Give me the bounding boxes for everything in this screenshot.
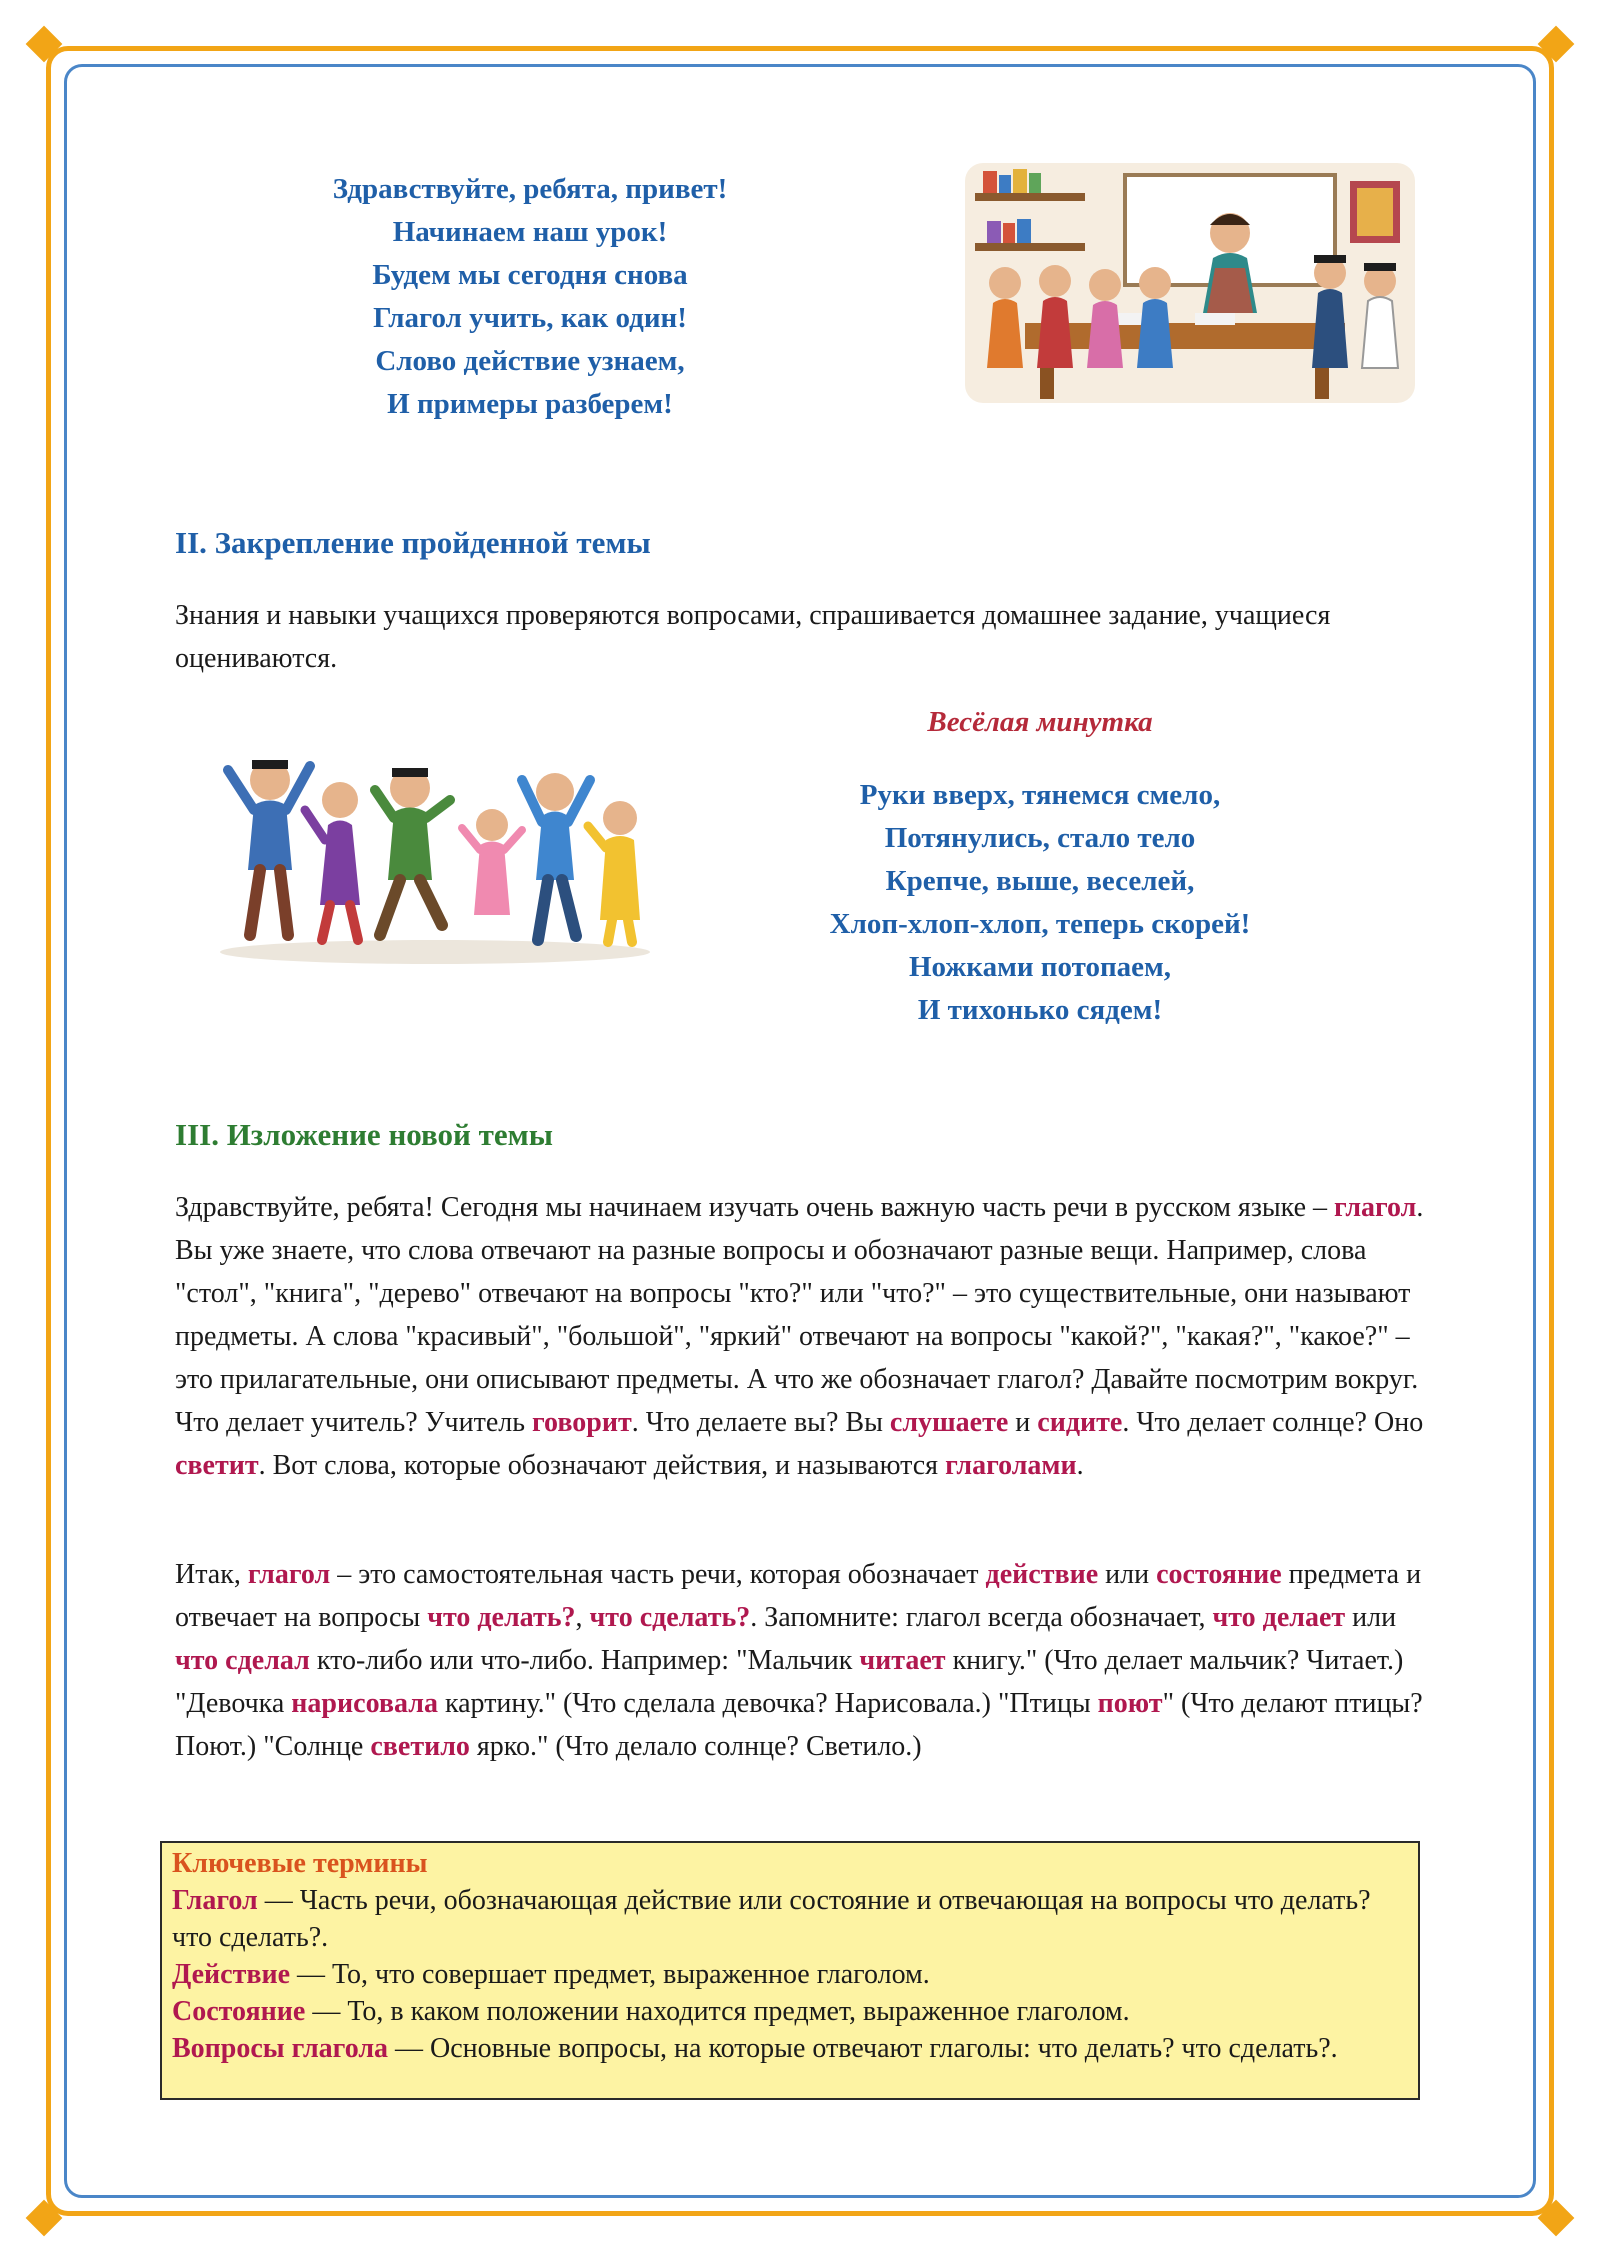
key-terms-title: Ключевые термины <box>172 1848 428 1879</box>
poem-line: Ножками потопаем, <box>908 951 1172 983</box>
poem-line: И тихонько сядем! <box>917 994 1163 1026</box>
highlighted-term: слушаете <box>889 1407 1009 1438</box>
key-term: Вопросы глагола <box>172 2033 389 2064</box>
text-run: книгу." (Что делает мальчик? Читает.) "Девочка <box>175 1645 1404 1719</box>
key-term-definition: — То, в каком положении находится предмет, выраженное глаголом. <box>305 1996 1130 2027</box>
highlighted-term: что делать? <box>427 1602 576 1633</box>
text-run: . Запомните: глагол всегда обозначает, <box>750 1602 1213 1633</box>
text-run: . <box>1076 1450 1084 1481</box>
key-term-definition: — То, что совершает предмет, выраженное глаголом. <box>290 1959 930 1990</box>
fun-minute-poem <box>740 774 1340 1032</box>
key-term-definition: — Основные вопросы, на которые отвечают глаголы: что делать? что сделать?. <box>388 2033 1338 2064</box>
highlighted-term: что сделать? <box>589 1602 751 1633</box>
text-run: " (Что делают птицы? Поют.) "Солнце <box>175 1688 1423 1762</box>
text-run: картину." (Что сделала девочка? Нарисовала.) "Птицы <box>437 1688 1098 1719</box>
section-text: Знания и навыки учащихся проверяются вопросами, спрашивается домашнее задание, учащиеся оцениваются. <box>175 600 1331 674</box>
poem-line: Потянулись, стало тело <box>884 822 1196 854</box>
section-heading: III. Изложение новой темы <box>175 1117 553 1152</box>
text-run: кто-либо или что-либо. Например: "Мальчик <box>309 1645 860 1676</box>
text-run: ярко." (Что делало солнце? Светило.) <box>469 1731 922 1762</box>
poem-line: Слово действие узнаем, <box>375 345 685 377</box>
key-term-entry <box>172 1993 1408 2030</box>
text-run: – это самостоятельная часть речи, которая обозначает <box>330 1559 986 1590</box>
text-run: , <box>575 1602 590 1633</box>
highlighted-term: глагол <box>247 1559 331 1590</box>
highlighted-term: говорит <box>532 1407 632 1438</box>
highlighted-term: глагол <box>1334 1192 1417 1223</box>
key-term: Глагол <box>172 1885 258 1916</box>
text-run: и <box>1008 1407 1038 1438</box>
poem-line: Глагол учить, как один! <box>373 302 687 334</box>
highlighted-term: состояние <box>1156 1559 1282 1590</box>
greeting-poem <box>240 168 820 426</box>
classroom-illustration <box>965 163 1415 403</box>
fun-minute-title: Весёлая минутка <box>927 706 1153 738</box>
key-term: Состояние <box>172 1996 306 2027</box>
key-term-definition: — Часть речи, обозначающая действие или состояние и отвечающая на вопросы что делать? что сделать?. <box>172 1885 1371 1953</box>
highlighted-term: действие <box>985 1559 1099 1590</box>
section-heading: II. Закрепление пройденной темы <box>175 525 651 560</box>
highlighted-term: что делает <box>1212 1602 1346 1633</box>
text-run: . Что делаете вы? Вы <box>631 1407 890 1438</box>
key-term-entry <box>172 2030 1408 2067</box>
highlighted-term: светит <box>175 1450 259 1481</box>
definition-paragraph <box>175 1553 1425 1768</box>
highlighted-term: поют <box>1097 1688 1163 1719</box>
text-run: . Вы уже знаете, что слова отвечают на разные вопросы и обозначают разные вещи. Например, слова "стол", "книга", "дерево" отвечают на вопросы "кто?" или "что?" – это существительные, они называют предметы. А слова "красивый", "большой", "яркий" отвечают на вопросы "какой?", "какая?", "какое?" – это прилагательные, они описывают предметы. А что же обозначает глагол? Давайте посмотрим вокруг. Что делает учитель? Учитель <box>175 1192 1424 1438</box>
key-term-entry <box>172 1882 1408 1956</box>
highlighted-term: глаголами <box>945 1450 1077 1481</box>
dancing-children-illustration <box>210 730 660 970</box>
poem-line: Начинаем наш урок! <box>392 216 668 248</box>
text-run: Здравствуйте, ребята! Сегодня мы начинаем изучать очень важную часть речи в русском языке – <box>175 1192 1335 1223</box>
poem-line: Здравствуйте, ребята, привет! <box>332 173 728 205</box>
poem-line: И примеры разберем! <box>387 388 673 420</box>
key-terms-box <box>160 1841 1420 2100</box>
key-term-entry <box>172 1956 1408 1993</box>
poem-line: Хлоп-хлоп-хлоп, теперь скорей! <box>829 908 1251 940</box>
poem-line: Будем мы сегодня снова <box>372 259 688 291</box>
highlighted-term: читает <box>859 1645 946 1676</box>
text-run: предмета и отвечает на вопросы <box>175 1559 1422 1633</box>
poem-line: Руки вверх, тянемся смело, <box>859 779 1221 811</box>
text-run: . Что делает солнце? Оно <box>1122 1407 1424 1438</box>
text-run: или <box>1098 1559 1157 1590</box>
key-term: Действие <box>172 1959 291 1990</box>
highlighted-term: светило <box>370 1731 470 1762</box>
highlighted-term: что сделал <box>175 1645 310 1676</box>
text-run: . Вот слова, которые обозначают действия, и называются <box>258 1450 946 1481</box>
highlighted-term: сидите <box>1037 1407 1123 1438</box>
poem-line: Крепче, выше, веселей, <box>885 865 1195 897</box>
text-run: Итак, <box>175 1559 248 1590</box>
intro-paragraph <box>175 1186 1425 1487</box>
text-run: или <box>1345 1602 1397 1633</box>
highlighted-term: нарисовала <box>291 1688 438 1719</box>
